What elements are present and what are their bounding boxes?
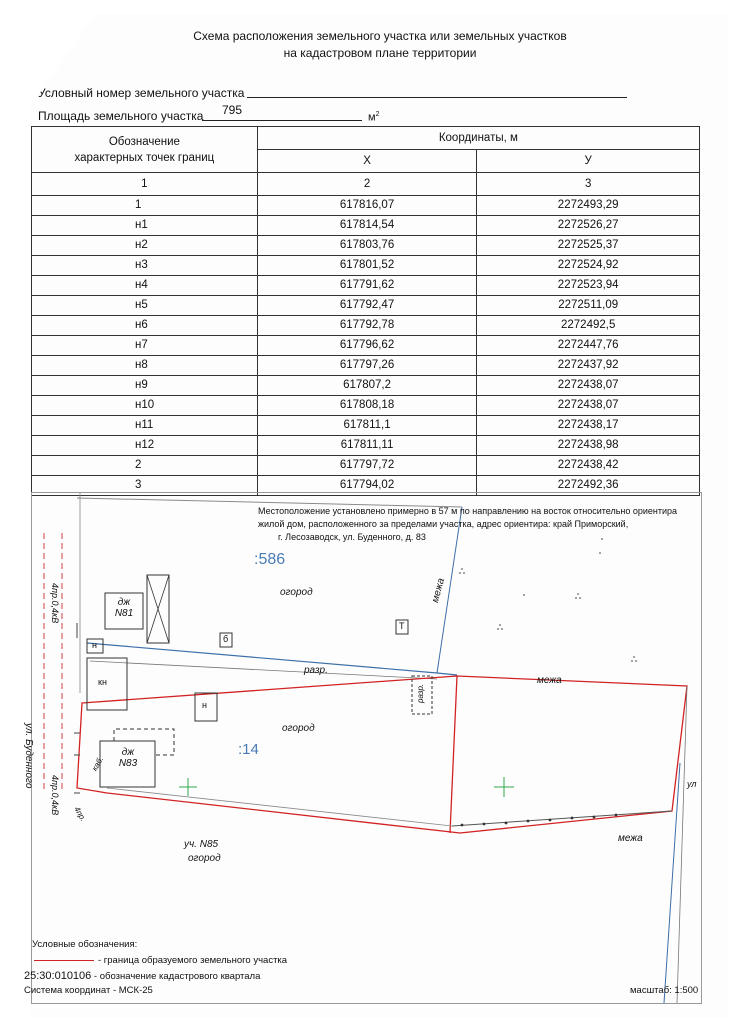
- table-row: [32, 356, 700, 376]
- razr-label: разр.: [304, 665, 328, 676]
- table-row: [32, 196, 700, 216]
- y-cell: 2272437,92: [477, 356, 700, 376]
- coords-header: Координаты, м: [257, 127, 699, 150]
- mezha-bottom: межа: [618, 833, 643, 844]
- y-cell: 2272438,98: [477, 436, 700, 456]
- legend-system: Система координат - МСК-25: [24, 985, 153, 996]
- x-cell: 617796,62: [257, 336, 477, 356]
- area-label: Площадь земельного участка: [38, 109, 204, 123]
- folded-corner: [0, 0, 105, 150]
- y-cell: 2272438,42: [477, 456, 700, 476]
- table-row: [32, 436, 700, 456]
- x-cell: 617811,1: [257, 416, 477, 436]
- ogorod-mid: огород: [282, 723, 315, 734]
- y-cell: 2272525,37: [477, 236, 700, 256]
- legend-title: Условные обозначения:: [32, 939, 138, 950]
- power-bottom-label: 4пр.0,4кВ: [50, 775, 60, 816]
- ogorod-top: огород: [280, 587, 313, 598]
- x-cell: 617803,76: [257, 236, 477, 256]
- location-note: Местоположение установлено примерно в 57 м по направлению на восток относительно ориентира жилой дом, расположенного за пределами участка, адрес ориентира: край Приморский, г. Лесозаводск, ул. Буденного, д. 83: [258, 506, 678, 542]
- point-cell: н10: [32, 396, 258, 416]
- y-cell: 2272493,29: [477, 196, 700, 216]
- scale: масштаб: 1:500: [630, 985, 699, 996]
- green-crosses: [179, 777, 514, 797]
- n-small-label: н: [92, 640, 97, 650]
- label-586: :586: [254, 551, 286, 568]
- col-number-3: 3: [477, 173, 700, 196]
- point-cell: н11: [32, 416, 258, 436]
- table-row: [32, 236, 700, 256]
- x-cell: 617801,52: [257, 256, 477, 276]
- table-row: [32, 396, 700, 416]
- pr4-label: 4пр.: [72, 805, 88, 823]
- power-poles: [74, 623, 80, 793]
- point-cell: н9: [32, 376, 258, 396]
- road-line: [90, 661, 437, 679]
- dzh-n83: дж N83: [118, 747, 138, 769]
- table-row: [32, 456, 700, 476]
- x-cell: 617808,18: [257, 396, 477, 416]
- grass-marks: [459, 538, 637, 662]
- point-cell: н8: [32, 356, 258, 376]
- power-top-label: 4пр.0,4кВ: [50, 583, 60, 624]
- conditional-number-label: Условный номер земельного участка: [38, 86, 245, 100]
- ogorod-bottom: огород: [188, 853, 221, 864]
- table-row: [32, 256, 700, 276]
- table-row: [32, 216, 700, 236]
- x-cell: 617797,26: [257, 356, 477, 376]
- point-cell: 2: [32, 456, 258, 476]
- x-cell: 617792,78: [257, 316, 477, 336]
- y-cell: 2272438,07: [477, 396, 700, 416]
- y-cell: 2272523,94: [477, 276, 700, 296]
- y-cell: 2272524,92: [477, 256, 700, 276]
- b-label: б: [223, 634, 229, 644]
- bottom-fence-left: [107, 788, 452, 826]
- col-number-2: 2: [257, 173, 477, 196]
- point-cell: н3: [32, 256, 258, 276]
- x-cell: 617792,47: [257, 296, 477, 316]
- table-row: [32, 336, 700, 356]
- coordinates-table: [31, 126, 700, 496]
- x-cell: 617807,2: [257, 376, 477, 396]
- boundary-inner: [450, 676, 457, 833]
- point-cell: н6: [32, 316, 258, 336]
- conditional-number-line: [247, 83, 627, 98]
- legend-red-line: [34, 960, 94, 961]
- street-label: ул. Буденного: [23, 723, 34, 789]
- x-cell: 617791,62: [257, 276, 477, 296]
- point-cell: н2: [32, 236, 258, 256]
- ul-right-label: ул: [687, 779, 697, 789]
- table-row: [32, 416, 700, 436]
- x-cell: 617814,54: [257, 216, 477, 236]
- y-cell: 2272526,27: [477, 216, 700, 236]
- x-header: X: [257, 150, 477, 173]
- t-label: Т: [399, 621, 405, 631]
- point-cell: н7: [32, 336, 258, 356]
- boundary-red: [77, 676, 687, 833]
- table-row: [32, 376, 700, 396]
- n-house-label: н: [202, 700, 207, 710]
- right-road: [664, 763, 680, 1003]
- y-header: У: [477, 150, 700, 173]
- area-unit: $м^2$: [368, 111, 380, 124]
- kn-label: кн: [98, 677, 107, 687]
- mezha-vertical: межа: [430, 577, 448, 604]
- y-cell: 2272438,07: [477, 376, 700, 396]
- point-cell: 1: [32, 196, 258, 216]
- title-line-2: на кадастровом плане территории: [283, 46, 477, 60]
- uch-n85: уч. N85: [184, 839, 219, 850]
- point-cell: н4: [32, 276, 258, 296]
- label-14: :14: [238, 741, 259, 758]
- area-value: 795: [222, 103, 243, 117]
- legend-quarter: 25:30:010106 - обозначение кадастрового квартала: [24, 970, 261, 982]
- cadastral-map: [23, 492, 702, 1004]
- y-cell: 2272492,36: [477, 476, 700, 496]
- col-number-1: 1: [32, 173, 258, 196]
- point-cell: н1: [32, 216, 258, 236]
- point-cell: 3: [32, 476, 258, 496]
- legend-boundary: - граница образуемого земельного участка: [34, 955, 287, 966]
- point-header: Обозначение характерных точек границ: [32, 127, 258, 173]
- x-cell: 617811,11: [257, 436, 477, 456]
- right-fence: [677, 686, 687, 1003]
- y-cell: 2272447,76: [477, 336, 700, 356]
- document-title: [40, 28, 720, 62]
- y-cell: 2272492,5: [477, 316, 700, 336]
- mezha-top: межа: [537, 675, 562, 686]
- kab-label: каб.: [90, 755, 106, 773]
- x-cell: 617794,02: [257, 476, 477, 496]
- y-cell: 2272438,17: [477, 416, 700, 436]
- x-cell: 617816,07: [257, 196, 477, 216]
- point-cell: н12: [32, 436, 258, 456]
- title-line-1: Схема расположения земельного участка или земельных участков: [193, 29, 567, 43]
- x-cell: 617797,72: [257, 456, 477, 476]
- point-cell: н5: [32, 296, 258, 316]
- table-row: [32, 296, 700, 316]
- razr-box-label: разр.: [416, 683, 425, 703]
- y-cell: 2272511,09: [477, 296, 700, 316]
- dzh-n81: дж N81: [114, 597, 134, 619]
- table-row: [32, 276, 700, 296]
- table-row: [32, 316, 700, 336]
